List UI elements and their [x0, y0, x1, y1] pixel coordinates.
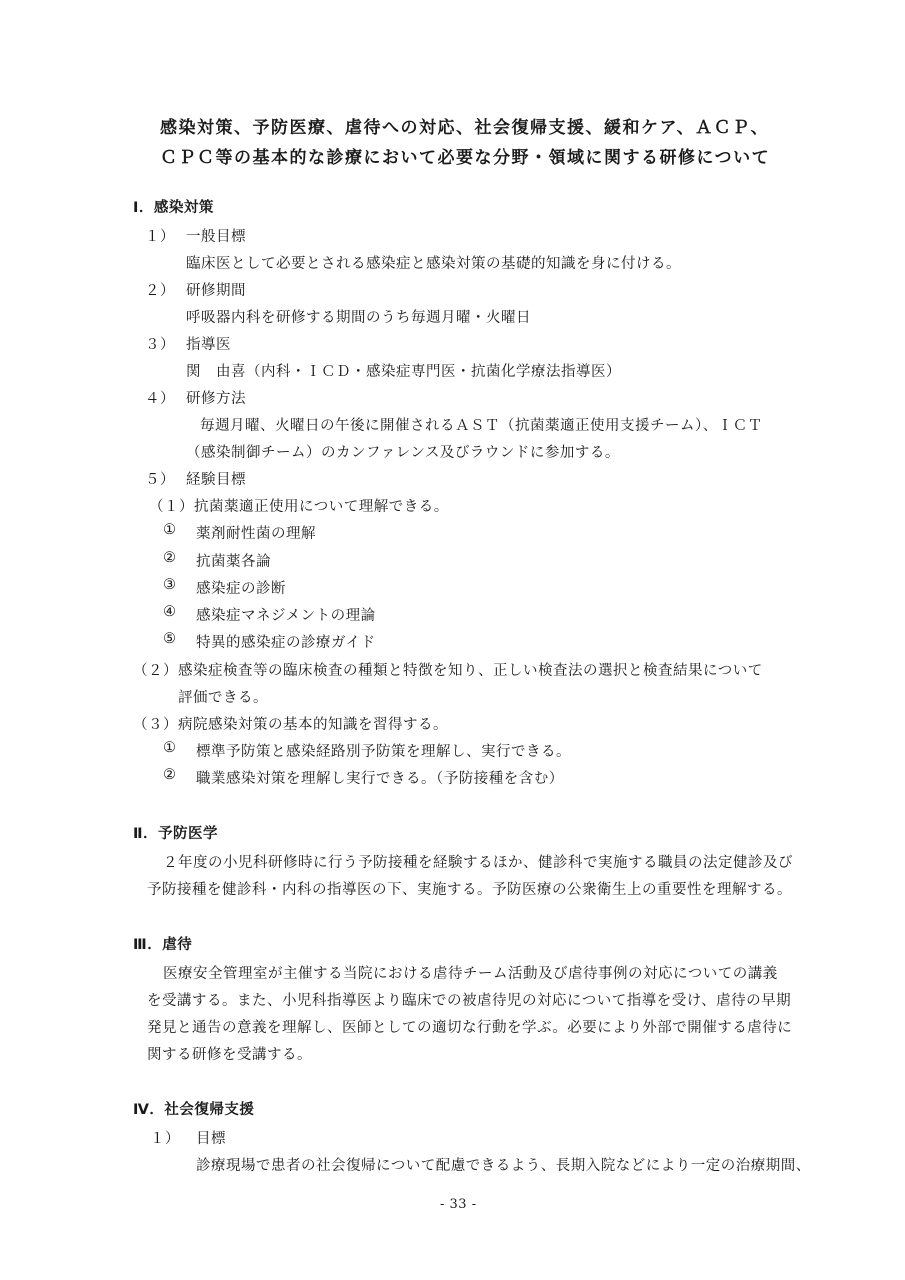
- page-title-line-1: 感染対策、予防医療、虐待への対応、社会復帰支援、緩和ケア、ＡＣＰ、: [160, 118, 770, 138]
- item-number: １）: [145, 229, 175, 245]
- goal-2-continued: 評価できる。: [178, 690, 268, 706]
- item-label: 指導医: [186, 337, 231, 353]
- sub-mark: ②: [163, 550, 177, 566]
- paragraph-line: 関する研修を受講する。: [147, 1047, 312, 1063]
- section-heading-abuse: Ⅲ．虐待: [133, 937, 193, 953]
- goal-3: （３）病院感染対策の基本的知識を習得する。: [133, 717, 448, 733]
- item-number: ５）: [145, 472, 175, 488]
- section-heading-social-rehabilitation: Ⅳ．社会復帰支援: [133, 1102, 255, 1118]
- paragraph-line: ２年度の小児科研修時に行う予防接種を経験するほか、健診科で実施する職員の法定健診及び: [163, 855, 793, 871]
- item-label: 経験目標: [186, 472, 246, 488]
- section-heading-infection-control: Ⅰ．感染対策: [133, 200, 214, 216]
- sub-mark: ②: [163, 767, 177, 783]
- sub-mark: ⑤: [163, 631, 177, 647]
- section-heading-preventive-medicine: Ⅱ．予防医学: [133, 826, 219, 842]
- paragraph-line: 医療安全管理室が主催する当院における虐待チーム活動及び虐待事例の対応についての講義: [163, 966, 778, 982]
- goal-2: （２）感染症検査等の臨床検査の種類と特徴を知り、正しい検査法の選択と検査結果について: [133, 663, 763, 679]
- sub-text: 感染症マネジメントの理論: [196, 608, 376, 624]
- item-number: １）: [150, 1131, 180, 1147]
- item-text: 呼吸器内科を研修する期間のうち毎週月曜・火曜日: [186, 310, 531, 326]
- sub-text: 標準予防策と感染経路別予防策を理解し、実行できる。: [196, 744, 571, 760]
- item-number: ４）: [145, 391, 175, 407]
- sub-mark: ①: [163, 522, 177, 538]
- paragraph-line: 予防接種を健診科・内科の指導医の下、実施する。予防医療の公衆衛生上の重要性を理解する。: [147, 882, 792, 898]
- item-label: 研修期間: [186, 283, 246, 299]
- sub-text: 薬剤耐性菌の理解: [196, 526, 316, 542]
- item-label: 研修方法: [186, 391, 246, 407]
- sub-text: 職業感染対策を理解し実行できる。（予防接種を含む）: [196, 771, 564, 787]
- sub-mark: ④: [163, 604, 177, 620]
- paragraph-line: 発見と通告の意義を理解し、医師としての適切な行動を学ぶ。必要により外部で開催する虐待に: [147, 1020, 793, 1036]
- goal-1: （１）抗菌薬適正使用について理解できる。: [149, 499, 449, 515]
- item-label: 目標: [196, 1131, 226, 1147]
- page-number: - 33 -: [440, 1197, 477, 1212]
- sub-mark: ③: [163, 577, 177, 593]
- item-text: 関 由喜（内科・ＩＣＤ・感染症専門医・抗菌化学療法指導医）: [186, 364, 621, 380]
- sub-text: 抗菌薬各論: [196, 554, 271, 570]
- item-text: 毎週月曜、火曜日の午後に開催されるＡＳＴ（抗菌薬適正使用支援チーム）、ＩＣＴ: [200, 418, 763, 434]
- item-text: 臨床医として必要とされる感染症と感染対策の基礎的知識を身に付ける。: [186, 256, 681, 272]
- item-label: 一般目標: [186, 229, 246, 245]
- item-number: ２）: [145, 283, 175, 299]
- sub-text: 感染症の診断: [196, 581, 286, 597]
- sub-mark: ①: [163, 740, 177, 756]
- item-text: （感染制御チーム）のカンファレンス及びラウンドに参加する。: [186, 445, 620, 461]
- item-number: ３）: [145, 337, 175, 353]
- page-title-line-2: ＣＰＣ等の基本的な診療において必要な分野・領域に関する研修について: [160, 148, 771, 168]
- paragraph-line: を受講する。また、小児科指導医より臨床での被虐待児の対応について指導を受け、虐待の早期: [147, 993, 792, 1009]
- item-text: 診療現場で患者の社会復帰について配慮できるよう、長期入院などにより一定の治療期間、: [196, 1158, 811, 1174]
- sub-text: 特異的感染症の診療ガイド: [196, 635, 376, 651]
